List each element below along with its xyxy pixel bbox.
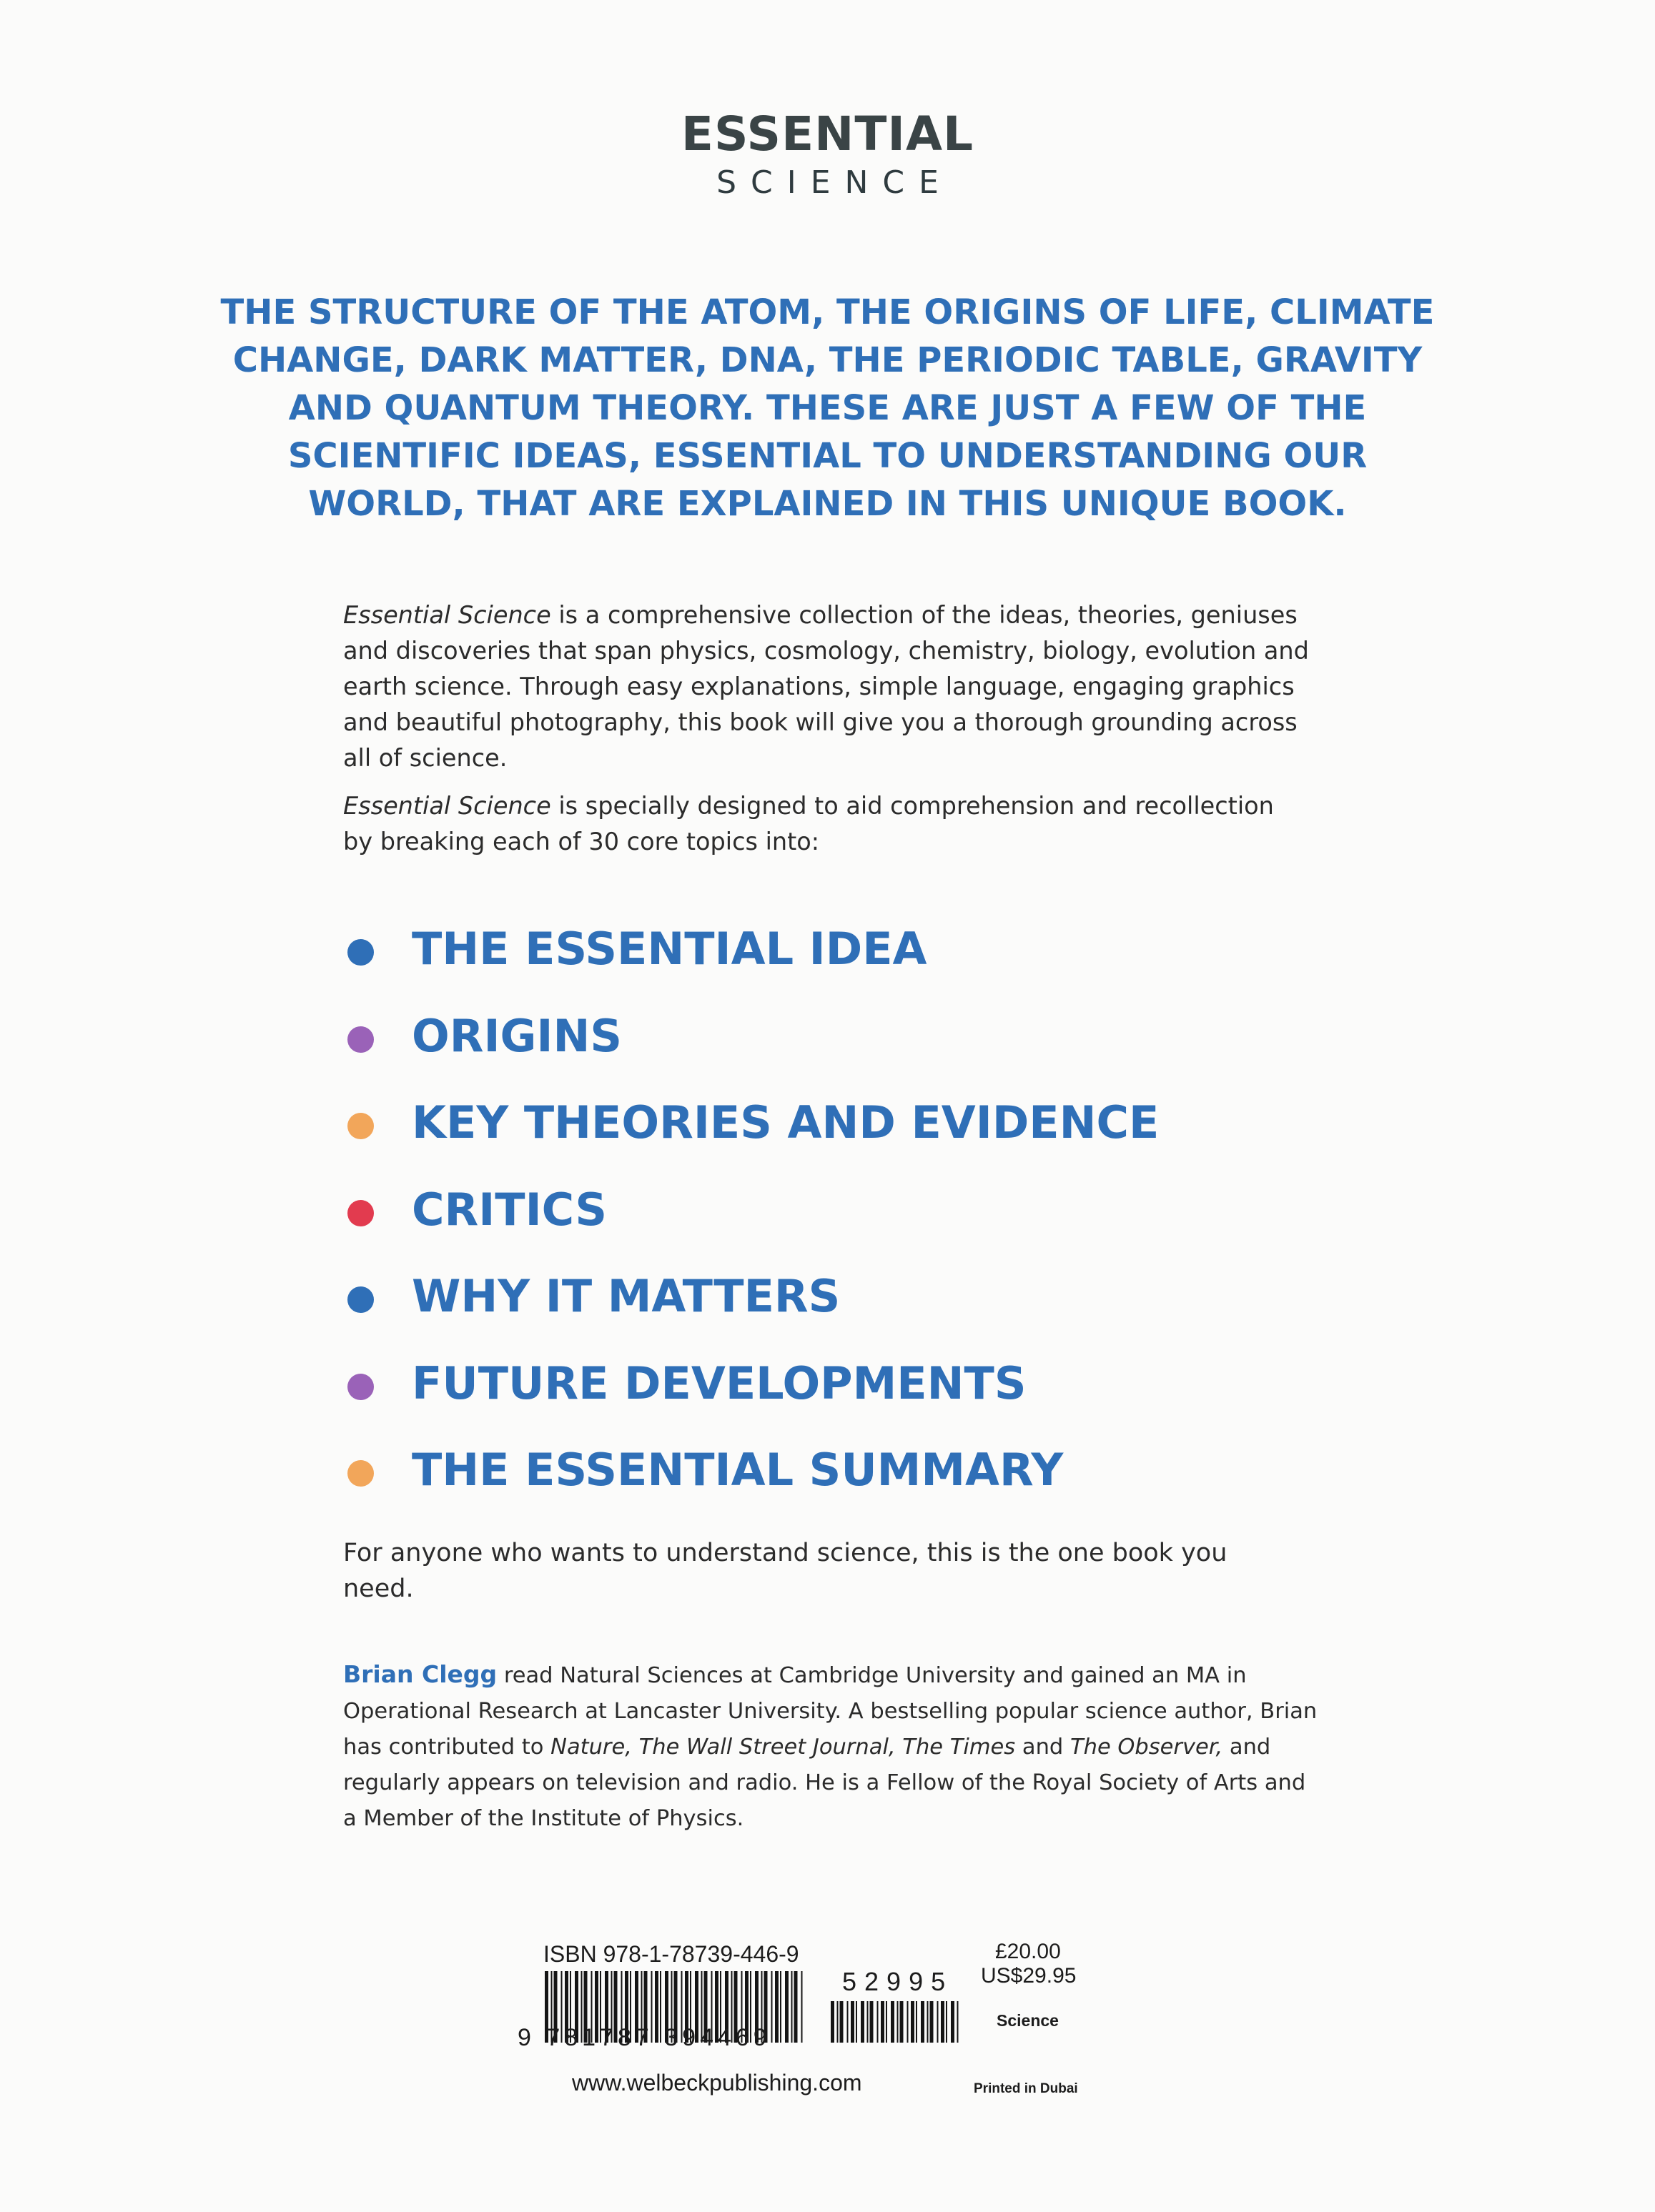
- book-title: Essential Science: [343, 601, 551, 629]
- barcode-bar: [780, 1971, 781, 2043]
- barcode-bar: [930, 2001, 934, 2043]
- bullet-dot-icon: [347, 939, 374, 966]
- topic-list: [343, 913, 1344, 1522]
- headline-line: AND QUANTUM THEORY. THESE ARE JUST A FEW OF THE: [288, 388, 1367, 428]
- barcode-bar: [831, 2001, 834, 2043]
- barcode-bar: [957, 2001, 959, 2043]
- structure-line: by breaking each of 30 core topics into:: [343, 828, 820, 855]
- structure-paragraph: [343, 788, 1301, 860]
- publication-names: Nature, The Wall Street Journal, The Times: [550, 1735, 1016, 1760]
- structure-line: [343, 788, 1301, 824]
- barcode-bar: [851, 2001, 854, 2043]
- topic-label: ORIGINS: [412, 1009, 623, 1062]
- price-gbp: £20.00: [995, 1940, 1061, 1963]
- author-line: Operational Research at Lancaster University. A bestselling popular science author, Brian: [343, 1699, 1318, 1724]
- author-text: has contributed to: [343, 1735, 551, 1760]
- topic-label: WHY IT MATTERS: [412, 1270, 841, 1322]
- barcode-digits: 9 781787 394469: [518, 2024, 771, 2051]
- intro-line: and discoveries that span physics, cosmology, chemistry, biology, evolution and: [343, 637, 1309, 665]
- website-url: www.welbeckpublishing.com: [572, 2070, 862, 2096]
- barcode-bar: [856, 2001, 857, 2043]
- intro-line: [343, 597, 1301, 633]
- structure-text: is specially designed to aid comprehension and recollection: [550, 792, 1274, 820]
- topic-label: THE ESSENTIAL IDEA: [412, 923, 927, 975]
- barcode-addon-icon: [829, 2001, 961, 2043]
- bullet-dot-icon: [347, 1113, 374, 1139]
- headline-line: CHANGE, DARK MATTER, DNA, THE PERIODIC TABLE, GRAVITY: [232, 340, 1423, 380]
- topic-item: [343, 1001, 1344, 1088]
- barcode-bar: [921, 2001, 924, 2043]
- price-usd: US$29.95: [981, 1964, 1077, 1988]
- author-text: and: [1015, 1735, 1070, 1760]
- bullet-dot-icon: [347, 1026, 374, 1053]
- headline-line: THE STRUCTURE OF THE ATOM, THE ORIGINS OF LIFE, CLIMATE: [220, 292, 1435, 332]
- barcode-bar: [847, 2001, 849, 2043]
- barcode-bar: [891, 2001, 894, 2043]
- printed-in-label: Printed in Dubai: [974, 2081, 1078, 2096]
- barcode-bar: [897, 2001, 899, 2043]
- topic-item: [343, 913, 1344, 1001]
- logo-title: ESSENTIAL: [681, 106, 974, 162]
- topic-item: [343, 1434, 1344, 1522]
- book-title: Essential Science: [343, 792, 551, 820]
- author-name: Brian Clegg: [343, 1660, 498, 1688]
- barcode-bar: [946, 2001, 947, 2043]
- topic-label: CRITICS: [412, 1183, 607, 1236]
- barcode-bar: [951, 2001, 954, 2043]
- barcode-addon-digits: 52995: [842, 1967, 954, 1996]
- barcode-bar: [775, 1971, 779, 2043]
- intro-text: is a comprehensive collection of the ideas, theories, geniuses: [550, 601, 1298, 629]
- author-line: regularly appears on television and radio. He is a Fellow of the Royal Society of Arts and: [343, 1770, 1306, 1795]
- bullet-dot-icon: [347, 1200, 374, 1226]
- author-line: [343, 1730, 1301, 1765]
- closing-line: For anyone who wants to understand science, this is the one book you need.: [343, 1539, 1227, 1603]
- logo: [0, 107, 1655, 204]
- barcode-bar: [794, 1971, 798, 2043]
- barcode-bar: [870, 2001, 874, 2043]
- topic-label: FUTURE DEVELOPMENTS: [412, 1357, 1027, 1409]
- barcode-bar: [791, 1971, 793, 2043]
- topic-item: [343, 1348, 1344, 1435]
- author-bio: [343, 1657, 1318, 1837]
- barcode-bar: [837, 2001, 839, 2043]
- barcode-bar: [840, 2001, 844, 2043]
- barcode-bar: [861, 2001, 864, 2043]
- barcode-bar: [916, 2001, 917, 2043]
- barcode-bar: [927, 2001, 929, 2043]
- publication-name: The Observer,: [1069, 1735, 1223, 1760]
- topic-label: KEY THEORIES AND EVIDENCE: [412, 1096, 1160, 1149]
- barcode-bar: [900, 2001, 904, 2043]
- barcode-bar: [886, 2001, 887, 2043]
- barcode-bar: [911, 2001, 914, 2043]
- headline-line: SCIENTIFIC IDEAS, ESSENTIAL TO UNDERSTANDING OUR: [287, 436, 1368, 476]
- barcode-bar: [907, 2001, 909, 2043]
- topic-label: THE ESSENTIAL SUMMARY: [412, 1444, 1064, 1496]
- intro-paragraph: [343, 597, 1309, 776]
- bullet-dot-icon: [347, 1460, 374, 1487]
- category-label: Science: [997, 2011, 1059, 2030]
- intro-line: and beautiful photography, this book will give you a thorough grounding across: [343, 708, 1298, 736]
- intro-line: earth science. Through easy explanations, simple language, engaging graphics: [343, 673, 1295, 700]
- bullet-dot-icon: [347, 1286, 374, 1313]
- barcode-bar: [801, 1971, 803, 2043]
- barcode-bar: [867, 2001, 869, 2043]
- author-text: and: [1222, 1735, 1271, 1760]
- logo-subtitle: SCIENCE: [716, 164, 953, 201]
- barcode-bar: [941, 2001, 944, 2043]
- headline: [172, 289, 1483, 528]
- author-text: read Natural Sciences at Cambridge University and gained an MA in: [497, 1663, 1247, 1688]
- author-line: a Member of the Institute of Physics.: [343, 1806, 744, 1831]
- topic-item: [343, 1087, 1344, 1174]
- barcode-bar: [785, 1971, 789, 2043]
- topic-item: [343, 1261, 1344, 1348]
- isbn-label: ISBN 978-1-78739-446-9: [543, 1941, 799, 1967]
- barcode-bar: [877, 2001, 879, 2043]
- author-line: [343, 1657, 1301, 1694]
- topic-item: [343, 1174, 1344, 1261]
- headline-line: WORLD, THAT ARE EXPLAINED IN THIS UNIQUE BOOK.: [308, 484, 1347, 524]
- bullet-dot-icon: [347, 1374, 374, 1400]
- barcode-bar: [937, 2001, 939, 2043]
- barcode-bar: [881, 2001, 884, 2043]
- barcode-bar: [771, 1971, 773, 2043]
- intro-line: all of science.: [343, 744, 508, 772]
